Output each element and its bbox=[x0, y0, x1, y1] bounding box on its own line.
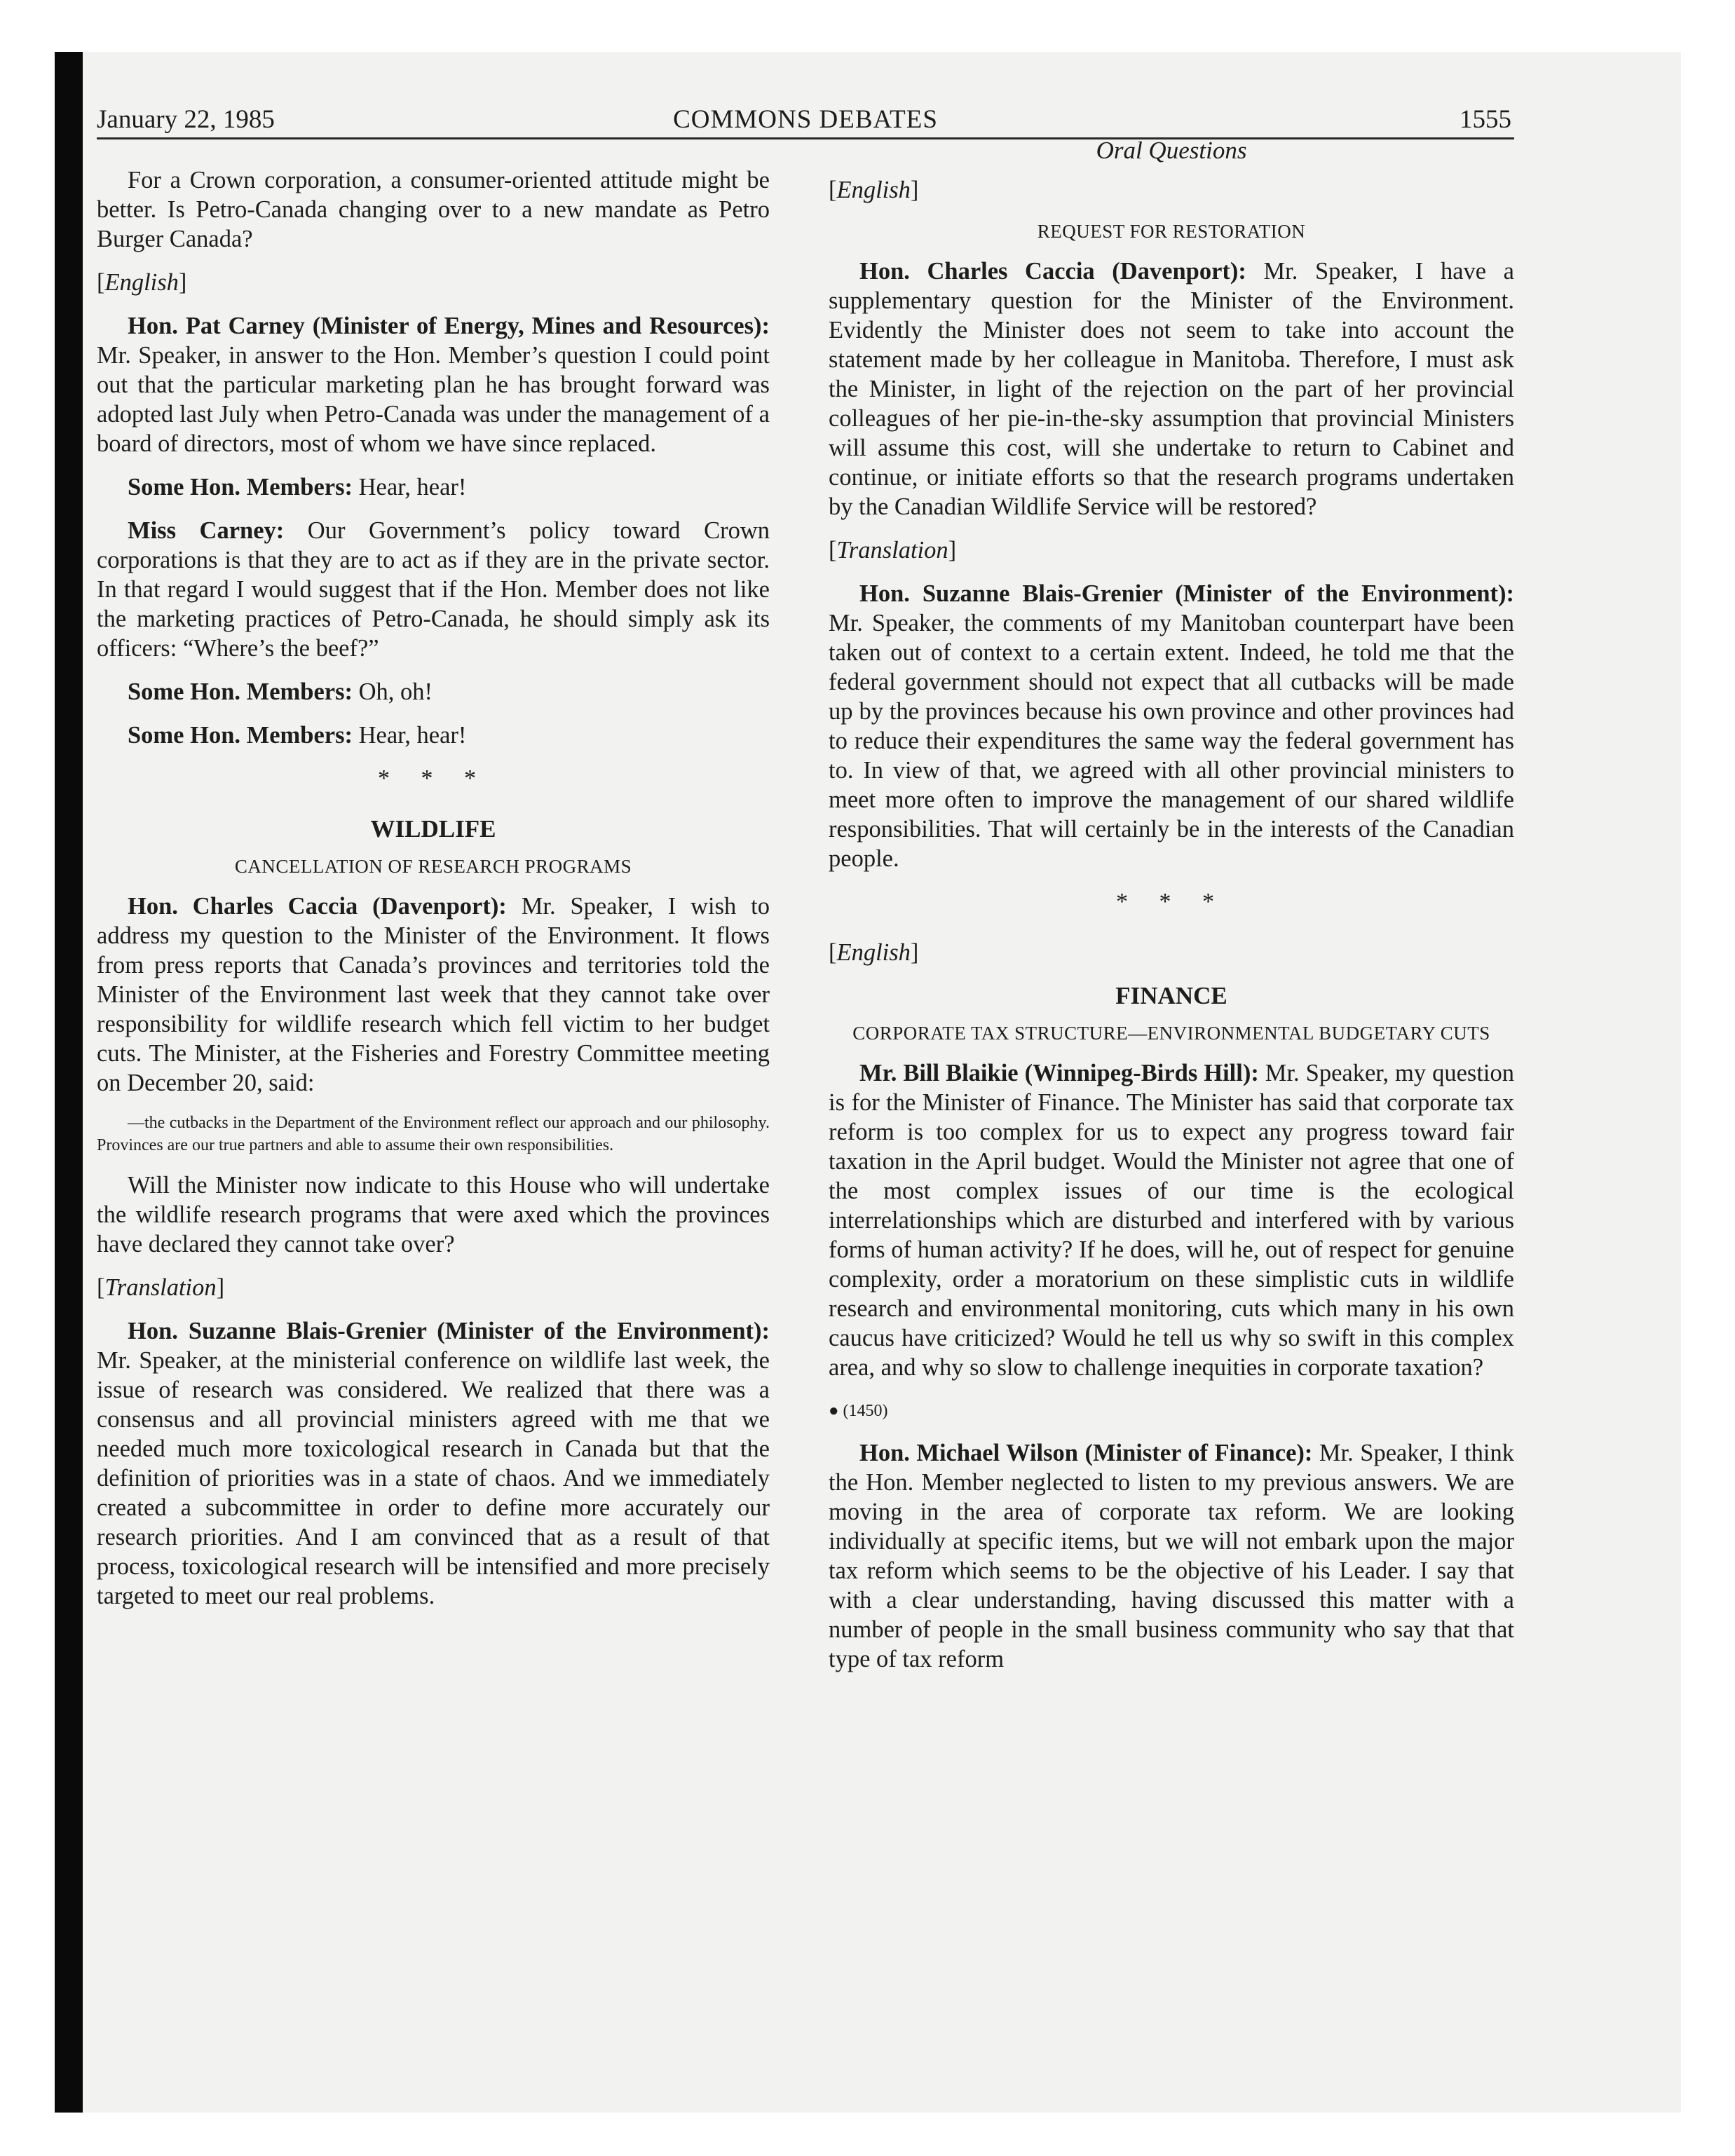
paragraph: Some Hon. Members: Hear, hear! bbox=[128, 722, 467, 749]
scan-edge-bar bbox=[55, 52, 83, 2113]
section-separator: * * * bbox=[1116, 889, 1227, 915]
paragraph: Will the Minister now indicate to this House who will undertake the wildlife research programs that were axed which the provinces have declared they cannot take over? bbox=[97, 1172, 770, 1257]
left-column bbox=[97, 165, 770, 1625]
paragraph: Hon. Charles Caccia (Davenport): Mr. Speaker, I have a supplementary question for the Minister of the Environment. Evidently the Minister does not seem to take into account the statement made by her colleague in Manitoba. Therefore, I must ask the Minister, in light of the rejection on the part of her provincial colleagues of her pie-in-the-sky assumption that provincial Ministers will assume this cost, will she undertake to return to Cabinet and continue, or initiate efforts so that the research programs undertaken by the Canadian Wildlife Service will be restored? bbox=[829, 258, 1514, 520]
paragraph: Hon. Charles Caccia (Davenport): Mr. Speaker, I wish to address my question to the Minister of the Environment. It flows from press reports that Canada’s provinces and territories told the Minister of the Environment last week that they cannot take over responsibility for wildlife research which fell victim to her budget cuts. The Minister, at the Fisheries and Forestry Committee meeting on December 20, said: bbox=[97, 893, 770, 1096]
section-separator: * * * bbox=[378, 765, 489, 791]
header-date: January 22, 1985 bbox=[97, 105, 275, 134]
time-marker: ● (1450) bbox=[829, 1402, 888, 1420]
paragraph: Hon. Suzanne Blais-Grenier (Minister of the Environment): Mr. Speaker, the comments of my Manitoban counterpart have been taken out of context to a certain extent. Indeed, he told me that the federal government should not expect that all cutbacks will be made up by the provinces because his own province and other provinces had to reduce their expenditures the same way the federal government has to. In view of that, we agreed with all other provincial ministers to meet more often to improve the management of our shared wildlife responsibilities. That will certainly be in the interests of the Canadian people. bbox=[829, 580, 1514, 872]
header-title: COMMONS DEBATES bbox=[673, 105, 938, 134]
speaker-name: Some Hon. Members: bbox=[128, 474, 353, 500]
language-marker: [Translation] bbox=[829, 537, 957, 564]
paragraph: Some Hon. Members: Oh, oh! bbox=[128, 678, 433, 705]
paragraph: For a Crown corporation, a consumer-oriented attitude might be better. Is Petro-Canada changing over to a new mandate as Petro Burger Canada? bbox=[97, 167, 770, 252]
page-number: 1555 bbox=[1460, 105, 1511, 134]
language-marker: [English] bbox=[829, 177, 919, 203]
speaker-name: Miss Carney: bbox=[128, 517, 285, 544]
language-marker: [Translation] bbox=[97, 1274, 225, 1301]
block-quote: —the cutbacks in the Department of the Environment reflect our approach and our philosophy. Provinces are our true partners and able to assume their own responsibilities. bbox=[97, 1114, 770, 1154]
right-column bbox=[829, 137, 1515, 1688]
speaker-name: Hon. Charles Caccia (Davenport): bbox=[859, 258, 1246, 285]
subheading: CORPORATE TAX STRUCTURE—ENVIRONMENTAL BUDGETARY CUTS bbox=[852, 1023, 1490, 1044]
speaker-name: Hon. Suzanne Blais-Grenier (Minister of the Environment): bbox=[859, 580, 1514, 607]
paragraph: Hon. Pat Carney (Minister of Energy, Mines and Resources): Mr. Speaker, in answer to the Hon. Member’s question I could point out that the particular marketing plan he has brought forward was adopted last July when Petro-Canada was under the management of a board of directors, most of whom we have since replaced. bbox=[97, 313, 770, 457]
running-section-title: Oral Questions bbox=[1096, 137, 1247, 164]
paragraph: Hon. Suzanne Blais-Grenier (Minister of the Environment): Mr. Speaker, at the ministerial conference on wildlife last week, the issue of research was considered. We realized that there was a consensus and all provincial ministers agreed with me that we needed much more toxicological research in Canada but that the definition of priorities was in a state of chaos. And we immediately created a subcommittee in order to define more accurately our research priorities. And I am convinced that as a result of that process, toxicological research will be intensified and more precisely targeted to meet our real problems. bbox=[97, 1318, 770, 1609]
section-title: WILDLIFE bbox=[370, 815, 496, 842]
paragraph: Hon. Michael Wilson (Minister of Finance): Mr. Speaker, I think the Hon. Member neglected to listen to my previous answers. We are moving in the area of corporate tax reform. We are looking individually at specific items, but we will not embark upon the major tax reform which seems to be the objective of his Leader. I say that with a clear understanding, having discussed this matter with a number of people in the small business community who say that that type of tax reform bbox=[829, 1440, 1515, 1672]
language-marker: [English] bbox=[97, 269, 187, 296]
paragraph: Miss Carney: Our Government’s policy toward Crown corporations is that they are to act as if they are in the private sector. In that regard I would suggest that if the Hon. Member does not like the marketing practices of Petro-Canada, he should simply ask its officers: “Where’s the beef?” bbox=[97, 517, 770, 662]
speaker-name: Hon. Charles Caccia (Davenport): bbox=[128, 893, 507, 920]
speaker-name: Hon. Michael Wilson (Minister of Finance): bbox=[859, 1440, 1313, 1466]
subheading: CANCELLATION OF RESEARCH PROGRAMS bbox=[234, 856, 632, 877]
paragraph: Mr. Bill Blaikie (Winnipeg-Birds Hill): Mr. Speaker, my question is for the Minister of Finance. The Minister has said that corporate tax reform is too complex for us to expect any progress toward fair taxation in the April budget. Would the Minister not agree that one of the most complex issues of our time is the ecological interrelationships which are disturbed and interfered with by various forms of human activity? If he does, will he, out of respect for genuine complexity, order a moratorium on these simplistic cuts in wildlife research and environmental monitoring, cuts which many in his own caucus have criticized? Would he tell us why so swift in this complex area, and why so slow to challenge inequities in corporate taxation? bbox=[829, 1060, 1514, 1381]
speaker-name: Hon. Suzanne Blais-Grenier (Minister of the Environment): bbox=[128, 1318, 770, 1344]
section-title: FINANCE bbox=[1115, 982, 1227, 1009]
page-header bbox=[97, 98, 1514, 139]
speaker-name: Mr. Bill Blaikie (Winnipeg-Birds Hill): bbox=[859, 1060, 1259, 1086]
subheading: REQUEST FOR RESTORATION bbox=[1037, 221, 1306, 242]
speaker-name: Some Hon. Members: bbox=[128, 722, 353, 749]
paragraph: Some Hon. Members: Hear, hear! bbox=[128, 474, 467, 500]
speaker-name: Some Hon. Members: bbox=[128, 678, 353, 705]
speaker-name: Hon. Pat Carney (Minister of Energy, Mines and Resources): bbox=[128, 313, 770, 339]
language-marker: [English] bbox=[829, 939, 919, 966]
